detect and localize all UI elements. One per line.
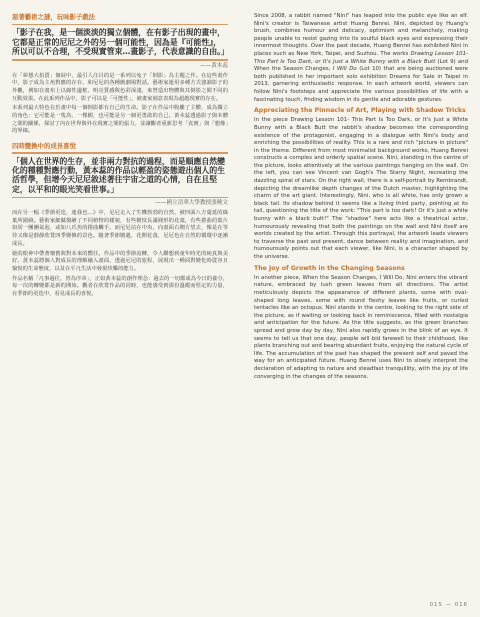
right-paragraph-1-mid: (Lot 9) and When the Season Changes, [254, 58, 468, 73]
right-paragraph-1-text: Since 2008, a rabbit named "Nini" has leaped into the public eye like an elf. Nini's creator is Taiwanese artist Huang Benrei. Nini, depicted by Huang's brush, combines humour and delicacy, optimism and melancholy, making people unable to resist gazing into its soulful black eyes and expressing their innermost thoughts. Over the past decade, Huang Benrei has exhibited Nini in places such as New York, Taipei, and Suzhou. The works [254, 13, 468, 57]
right-paragraph-1 [254, 13, 468, 104]
quote-2-author: ——國立清華大學教授張曉文 [155, 200, 228, 207]
left-heading-1: 惡著藝術之謎，玩味影子戲法 [12, 13, 96, 21]
left-paragraph-2: 本系列最大特色在於畫中每一個倒影都有自己的生命。影子在作品中脫離了主體，成為獨立的角色：它可能是一隻鳥、一棵樹，也可能是另一個更勇敢的自己。黃本蕊透過影子與本體之間的關係，探討了內在世界與外在現實之間的張力，並讓觀者重新思考「真實」與「想像」的界線。 [12, 105, 228, 135]
quote-divider-bottom-2 [12, 197, 228, 198]
right-paragraph-1-title-b: I Will Do [332, 66, 357, 73]
right-heading-1: Appreciating the Pinnacle of Art, Playing with Shadow Tricks [254, 107, 466, 115]
left-heading-2: 四時變換中的成長喜悅 [12, 142, 76, 151]
right-paragraph-2: In the piece Drawing Lesson 101- This Part Is Too Dark, or It's Just a White Bunny with a Black Butt the rabbit's shadow becomes the corresponding existence of the protagonist, engaging in a dialogue with Nini's body and enriching the possibilities of reality. This is a rare and rich "picture in picture" in the theme. Different from most minimalist background works, Huang Benrei constructs a complex and orderly spatial scene. Nini, standing in the centre of the picture, looks attentively at the various paintings hanging on the wall. On the left, you can see Vincent van Gogh's The Starry Night, recreating the dazzling spiral of stars. On the right wall, there is a self-portrait by Rembrandt, depicting the dreamlike depth changes of the Dutch master, highlighting the charm of the art giant. Interestingly, Nini, who is all white, has only grown a black tail. Its shadow behind it seems like a living third party, pointing at its tail, questioning the title of the work: "This part is too dark! Or it's just a white bunny with a black butt!" The "shadow" here acts like a theatrical actor, humourously revealing that both the paintings on the wall and Nini itself are worlds created by the artist. Through this portrayal, the artwork leads viewers to traverse the past and present, dance between reality and imagination, and humourously points out that each viewer, like Nini, is a character shaped by the universe. [254, 117, 468, 261]
right-paragraph-1-title-a: Drawing Lesson 101- This Part Is Too Dark, or It's Just a White Bunny with a Black Butt [254, 50, 468, 65]
quote-divider-top [12, 24, 228, 25]
page-numbers: 015 — 016 [429, 602, 468, 608]
quote-2: 「個人在世界的生存，並非兩力對抗的過程，而是順應自然變化的種種對應行動，黃本蕊的作品以輕盈的姿態遊出個人的生活哲學，但增今天尼尼敘述著往宇宙之道的心情，自在且堅定，以平和的眼光笑看世事。」 [12, 156, 226, 194]
right-paragraph-3: In another piece, When the Season Changes, I Will Do, Nini enters the vibrant nature, embraced by lush green leaves from all directions. The artist meticulously depicts the appearance of different plants, some with oval-shaped long leaves, some with round fleshy leaves like fruits, or curled tentacles like an octopus. Nini stands in the centre, looking to the right side of the picture, as if waiting or looking back in reminiscence, filled with nostalgia and anticipation for the future. As the title suggests, as the green branches spread and grow day by day, Nini also rapidly grows in the blink of an eye. It seems to tell us that one day, people will bid farewell to their childhood, like plants branching out and bearing abundant fruits, enjoying the natural cycle of life. The accumulation of the past has shaped the present self and paved the way for an anticipated future. Huang Benrei uses Nini to slowly interpret the declaration of adapting to nature and steadfast tranquillity, with the joy of life converging in the changes of the seasons. [254, 274, 468, 380]
left-column [12, 0, 228, 299]
left-paragraph-4: 她的眼神中帶著懷舊與對未來的嚮往。作品中的季節流轉，令人聯想到童年時光的純真與美好。黃本蕊將個人對成長的理解融入畫面，透過尼尼的旅程，展現出一種面對變化時從容且愉悅的生命態度，以及在平凡生活中發現快樂的能力。 [12, 250, 228, 272]
left-paragraph-5: 作品名稱「凡事過往，皆為序章」，正如黃本蕊的創作理念：過去的一切都成為今日的養分，每一次的轉變都是新的開始。觀者在欣賞作品的同時，也能感受到那份溫暖而堅定的力量，在季節的更迭中，看見成長的喜悅。 [12, 275, 228, 298]
left-paragraph-3: 而在另一幅《季節更迭，連我也…》中，尼尼走入了生機勃勃的自然，被四面八方蔓延的綠葉所圍繞。藝術家細膩描繪了不同植物的樣貌，有些樹枝長滿圓形的花葉，有些捲曲的葉片如同一團團氣泡，或如八爪魚的捲曲觸手。而尼尼站在中央，向畫面右側方望去，像是在等待又像是靜靜欣賞四季變換的景色。隨著季節嬗遞，花開花落，尼尼也在自然的循環中逐漸成長。 [12, 210, 228, 247]
right-paragraph-1-end: (Lot 10) that are being auctioned were both published in her important solo exhibition Dreams for Sale in Taipei in 2013, garnering enthusiastic response. In each artwork world, viewers can follow Nini's footsteps and appreciate the various possibilities of life with a fascinating touch, finding wisdom in its gentle and adorable gestures. [254, 66, 468, 103]
right-column [254, 0, 468, 381]
right-heading-2: The Joy of Growth in the Changing Seasons [254, 264, 405, 272]
quote-divider-bottom [12, 59, 228, 60]
left-paragraph-1: 在「夢想大拍賣」個展中，最引人注目的是一系列以兔子「倒影」為主題之作。在這些畫作中，影子成為主角對應的存在，和尼尼的各種戲劇場對話。藝術家運用多種方式強調影子的外觀，例如在畫布上以線性邊框、明亮質感與色彩深淺，來營造出物體與其倒影之間不同的互動效果。在此系列作品中，影子可以是「可能性」，被畫家刻意表現為超越現實的存在。 [12, 72, 228, 102]
quote-1-author: ——黃本蕊 [200, 62, 228, 69]
quote-divider-top-2 [12, 152, 228, 153]
quote-1: 「影子在我，是一個淡淡的獨立個體，在有影子出現的畫中，它都是正常的尼尼之外的另一個可能性，因為是『可能性』，所以可以不合理，不受現實管束…畫影子，代表意識的自由。」 [12, 28, 229, 57]
